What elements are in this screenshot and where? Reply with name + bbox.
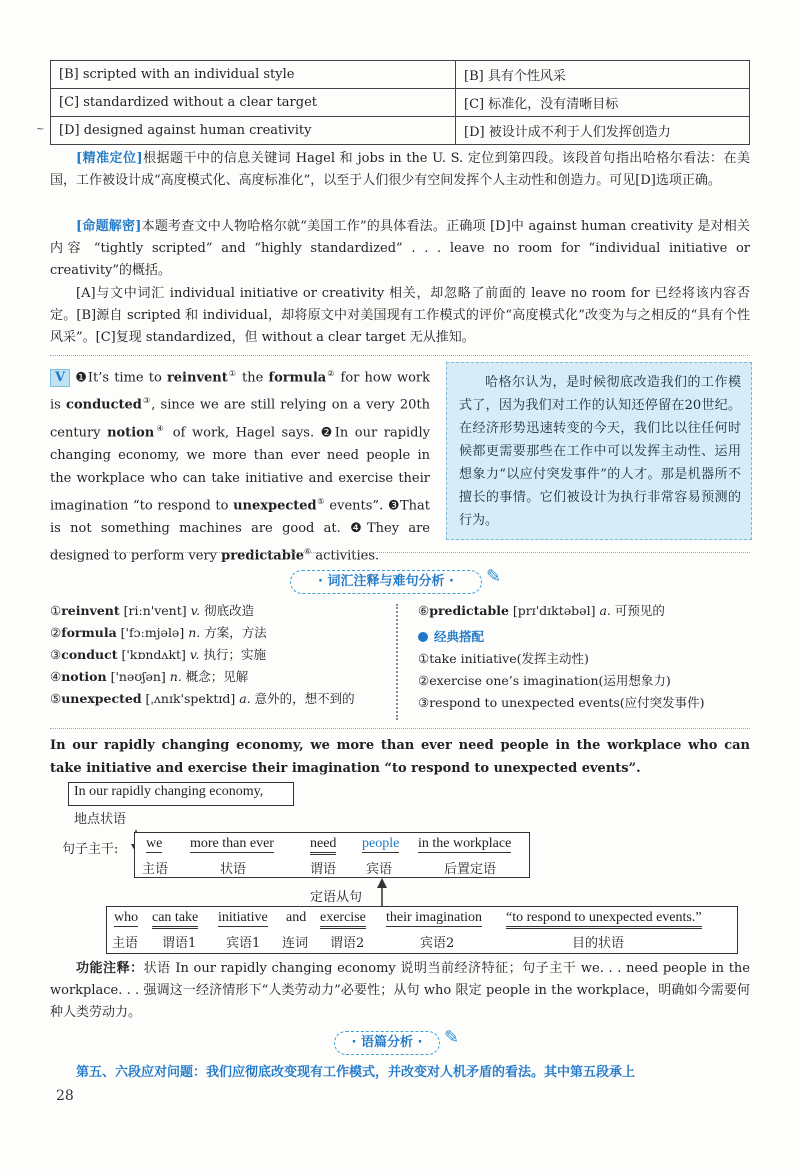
option-zh: [C] 标准化，没有清晰目标 xyxy=(456,89,750,117)
text-run: They are designed to perform very xyxy=(50,521,431,564)
main-en: need xyxy=(310,836,336,855)
vocab-word: predictable xyxy=(429,603,509,618)
vocab-pron: [ˌʌnɪk'spektɪd] xyxy=(141,691,240,706)
text-run: the xyxy=(236,370,269,386)
main-zh: 主语 xyxy=(142,862,169,877)
section-v-text xyxy=(50,362,430,568)
text-run: for how work is xyxy=(50,370,431,413)
vocab-num: ⑥ xyxy=(418,603,430,618)
translation-text: 哈格尔认为，是时候彻底改造我们的工作模式了，因为我们对工作的认知还停留在20世纪。在经济形势迅速转变的今天，我们比以往任何时候都更需要那些在工作中可以发挥主动性、运用想象力“以应付突发事件”的人才。那是机器所不擅长的事情。它们被设计为执行非常容易预测的行为。 xyxy=(459,375,741,528)
column-separator xyxy=(396,604,402,720)
divider xyxy=(50,552,750,553)
pen-icon: ✎ xyxy=(486,566,502,587)
function-note xyxy=(50,958,750,1024)
divider xyxy=(50,355,750,356)
option-zh: [D] 被设计成不利于人们发挥创造力 xyxy=(456,117,750,145)
vocab-word: reinvent xyxy=(61,603,120,618)
vocab-def: 执行；实施 xyxy=(203,647,266,662)
clause-zh: 连词 xyxy=(282,936,309,951)
collocation-heading xyxy=(418,626,750,648)
clause-zh: 目的状语 xyxy=(572,936,625,951)
decode-text: 本题考查文中人物哈格尔就“美国工作”的具体看法。正确项 [D]中 against human creativity 是对相关内容 “tightly scripted” and “highly standardized” . . . leave no room for “individual initiative or creativity”的概括。 xyxy=(50,219,750,278)
vocab-list-right xyxy=(418,600,750,714)
divider xyxy=(50,728,750,729)
vocab-num: ⑤ xyxy=(50,691,62,706)
clause-zh: 主语 xyxy=(112,936,139,951)
text-run: In our rapidly changing economy, we more than ever need people in the workplace who can take initiative and exercise their imagination “to respond to xyxy=(50,424,430,514)
text-run: of work, Hagel says. xyxy=(166,424,321,440)
adverbial-phrase: In our rapidly changing economy, xyxy=(74,784,264,799)
vocab-pos: n. xyxy=(188,625,205,640)
vocab-word-predictable: predictable xyxy=(221,548,305,564)
footnote-mark: ② xyxy=(326,369,336,378)
clause-en: exercise xyxy=(320,910,366,929)
collocation-item: ②exercise one’s imagination(运用想象力) xyxy=(418,673,671,688)
footnote-mark: ④ xyxy=(154,423,167,433)
vocab-pos: a. xyxy=(599,603,615,618)
option-row-b xyxy=(51,61,750,89)
text-run: events”. xyxy=(324,498,388,514)
clause-en: can take xyxy=(152,910,198,929)
text-run: It’s time to xyxy=(87,370,167,386)
function-note-text: 状语 In our rapidly changing economy 说明当前经济特征；句子主干 we. . . need people in the workplace. . . 强调这一经济情形下“人类劳动力”必要性；从句 who 限定 people in the workplace，明确如今需要何种人类劳动力。 xyxy=(50,961,750,1020)
sentence-number-1: ❶ xyxy=(75,370,88,386)
section-v-mark: V xyxy=(50,369,70,387)
options-table xyxy=(50,60,750,145)
clause-zh: 宾语2 xyxy=(420,936,455,951)
option-row-c xyxy=(51,89,750,117)
vocab-pos: v. xyxy=(190,603,205,618)
vocab-num: ③ xyxy=(50,647,62,662)
adverbial-label: 地点状语 xyxy=(74,812,127,827)
discourse-section-title: · 语篇分析 · xyxy=(334,1031,440,1055)
vocab-pos: v. xyxy=(189,647,204,662)
pen-icon: ✎ xyxy=(444,1027,460,1048)
text-run: , since we are still relying on a very 20th century xyxy=(50,397,431,440)
arrow-head xyxy=(377,878,387,888)
page-number: 28 xyxy=(56,1088,74,1104)
main-zh: 宾语 xyxy=(366,862,393,877)
vocab-section-title: · 词汇注释与难句分析 · xyxy=(290,570,482,594)
footnote-mark: ③ xyxy=(141,396,152,406)
vocab-pron: [prɪ'dɪktəbəl] xyxy=(508,603,600,618)
vocab-item xyxy=(418,600,750,622)
decode-tag: [命题解密] xyxy=(76,219,142,234)
vocab-item xyxy=(50,666,390,688)
main-en: more than ever xyxy=(190,836,274,851)
sentence-number-2: ❷ xyxy=(320,424,335,440)
clause-en: “to respond to unexpected events.” xyxy=(506,910,702,929)
vocab-word-formula: formula xyxy=(268,370,327,386)
vocab-item xyxy=(50,688,390,710)
clause-label: 定语从句 xyxy=(310,890,363,905)
vocab-def: 可预见的 xyxy=(614,603,665,618)
vocab-item xyxy=(50,644,390,666)
clause-en: and xyxy=(286,910,307,925)
vocab-word: formula xyxy=(61,625,117,640)
vocab-num: ② xyxy=(50,625,62,640)
clause-en: initiative xyxy=(218,910,268,925)
vocab-def: 方案，方法 xyxy=(204,625,267,640)
vocab-pron: ['kɒndʌkt] xyxy=(117,647,190,662)
vocab-num: ④ xyxy=(50,669,62,684)
sentence-number-4: ❹ xyxy=(350,521,367,537)
vocab-word-notion: notion xyxy=(107,424,155,440)
footnote-mark: ① xyxy=(227,369,237,378)
translation-box xyxy=(446,362,752,540)
key-sentence: In our rapidly changing economy, we more than ever need people in the workplace who can take initiative and exercise their imagination “to respond to unexpected events”. xyxy=(50,738,750,776)
main-zh: 状语 xyxy=(220,862,247,877)
clause-zh: 宾语1 xyxy=(226,936,261,951)
vocab-word-reinvent: reinvent xyxy=(166,370,228,386)
footnote-mark: ⑤ xyxy=(316,496,325,506)
text-run: activities. xyxy=(311,548,380,564)
locate-paragraph xyxy=(50,148,750,192)
option-zh: [B] 具有个性风采 xyxy=(456,61,750,89)
clause-en: their imagination xyxy=(386,910,483,925)
vocab-item xyxy=(50,600,390,622)
clause-en: who xyxy=(114,910,139,925)
footnote-mark: ⑥ xyxy=(304,547,312,557)
vocab-item xyxy=(50,622,390,644)
vocab-def: 彻底改造 xyxy=(204,603,255,618)
main-en-people: people xyxy=(362,836,400,851)
option-en: [D] designed against human creativity xyxy=(51,117,456,145)
locate-tag: [精准定位] xyxy=(76,151,143,166)
discourse-text: 第五、六段应对问题：我们应彻底改变现有工作模式，并改变对人机矛盾的看法。其中第五段承上 xyxy=(76,1065,636,1080)
vocab-pron: ['fɔːmjələ] xyxy=(116,625,189,640)
vocab-def: 概念；见解 xyxy=(185,669,249,684)
vocab-pron: [riːn'vent] xyxy=(119,603,191,618)
main-zh: 谓语 xyxy=(310,862,337,877)
tick-mark: ~ xyxy=(36,124,45,135)
text-run: That is not something machines are good at. xyxy=(50,498,431,537)
option-en: [B] scripted with an individual style xyxy=(51,61,456,89)
vocab-num: ① xyxy=(50,603,62,618)
clause-zh: 谓语1 xyxy=(162,936,197,951)
vocab-word: unexpected xyxy=(61,691,142,706)
option-row-d xyxy=(51,117,750,145)
decode-paragraph xyxy=(50,216,750,282)
vocab-word: conduct xyxy=(61,647,118,662)
collocation-title: 经典搭配 xyxy=(434,629,485,644)
clause-zh: 谓语2 xyxy=(330,936,365,951)
vocab-word: notion xyxy=(61,669,107,684)
option-en: [C] standardized without a clear target xyxy=(51,89,456,117)
bullet-icon xyxy=(418,632,428,642)
vocab-word-conducted: conducted xyxy=(66,397,142,413)
analysis-paragraph: [A]与文中词汇 individual initiative or creativity 相关，却忽略了前面的 leave no room for 已经将该内容否定。[B]源自 scripted 和 individual，却将原文中对美国现有工作模式的评价“高度模式化”改变为与之相反的“具有个性风采”。[C]复现 standardized，但 without a clear target 无从推知。 xyxy=(50,286,750,345)
collocation-item: ①take initiative(发挥主动性) xyxy=(418,651,589,666)
main-en: we xyxy=(146,836,163,851)
sentence-number-3: ❸ xyxy=(387,498,400,514)
vocab-def: 意外的，想不到的 xyxy=(254,691,355,706)
vocab-pos: n. xyxy=(169,669,186,684)
vocab-pos: a. xyxy=(239,691,255,706)
main-clause-label: 句子主干: xyxy=(62,842,119,857)
locate-text: 根据题干中的信息关键词 Hagel 和 jobs in the U. S. 定位到第四段。该段首句指出哈格尔看法：在美国，工作被设计成“高度模式化、高度标准化”，以至于人们很少有空间发挥个人主动性和创造力。可见[D]选项正确。 xyxy=(50,151,750,188)
vocab-word-unexpected: unexpected xyxy=(233,498,317,514)
vocab-list xyxy=(50,600,390,710)
main-en: in the workplace xyxy=(418,836,512,851)
main-zh: 后置定语 xyxy=(444,862,497,877)
vocab-pron: ['nəʊʃən] xyxy=(106,669,170,684)
function-note-tag: 功能注释： xyxy=(76,961,144,976)
collocation-item: ③respond to unexpected events(应付突发事件) xyxy=(418,695,705,710)
